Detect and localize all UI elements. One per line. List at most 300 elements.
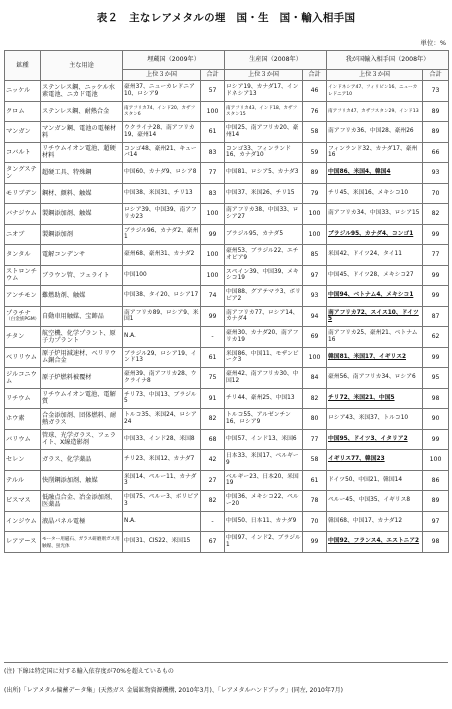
production-countries-text: 南アフリカ38、中国33、ロシア27	[226, 207, 299, 220]
production-total-cell	[303, 245, 327, 266]
element-text: タングステン	[6, 165, 37, 180]
reserve-countries-text: ウクライナ28、南アフリカ19、豪州14	[124, 125, 195, 138]
use-text: ブラウン管、フェライト	[42, 271, 110, 279]
reserve-total-text: 99	[208, 230, 217, 238]
use-text: リチウムイオン電池、電解質	[42, 391, 116, 406]
use-cell	[41, 224, 123, 245]
production-countries-cell	[225, 142, 303, 163]
import-total-cell	[423, 122, 449, 143]
import-countries-text: ロシア43、米国37、トルコ10	[328, 415, 409, 422]
production-countries-cell	[225, 429, 303, 450]
use-text: マンガン鋼、電池の電極材料	[42, 124, 117, 139]
production-total-text: 100	[308, 230, 321, 238]
import-total-cell	[423, 265, 449, 286]
reserve-total-text: 82	[208, 497, 217, 505]
reserve-total-cell	[201, 142, 225, 163]
import-total-cell	[423, 101, 449, 122]
production-countries-cell	[225, 532, 303, 553]
import-total-cell	[423, 327, 449, 348]
reserve-total-cell	[201, 511, 225, 532]
import-total-text: 99	[431, 292, 440, 300]
production-countries-text: 中国50、日本11、カナダ9	[226, 517, 297, 524]
use-text: 原子炉用減速材、ベリリウム銅合金	[42, 350, 117, 365]
import-total-text: 98	[431, 394, 440, 402]
import-countries-text: 南アフリカ34、中国33、ロシア15	[328, 210, 420, 217]
reserve-countries-cell	[123, 388, 201, 409]
reserve-countries-cell	[123, 429, 201, 450]
import-total-text: 66	[431, 148, 440, 156]
reserve-total-text: 100	[206, 210, 219, 218]
import-total-cell	[423, 450, 449, 471]
import-total-text: 93	[431, 169, 440, 177]
import-countries-cell	[327, 224, 423, 245]
element-cell	[5, 347, 41, 368]
use-cell	[41, 265, 123, 286]
import-countries-cell	[327, 101, 423, 122]
use-cell	[41, 327, 123, 348]
production-countries-text: ベルギー23、日本20、米国19	[226, 473, 299, 487]
production-countries-cell	[225, 327, 303, 348]
reserve-total-text: 61	[208, 353, 217, 361]
element-note: （白金族PGM）	[6, 317, 40, 323]
element-text: セレン	[6, 456, 25, 464]
reserve-countries-text: トルコ35、米国24、ロシア24	[124, 412, 197, 425]
production-total-text: 58	[310, 128, 319, 136]
use-text: ステンレス鋼、ニッケル水素電池、ニカド電池	[42, 83, 115, 98]
production-total-cell	[303, 101, 327, 122]
import-countries-cell	[327, 470, 423, 491]
production-countries-cell	[225, 204, 303, 225]
import-countries-cell	[327, 245, 423, 266]
reserve-total-cell	[201, 245, 225, 266]
element-text: ニッケル	[6, 87, 31, 95]
element-text: ニオブ	[6, 230, 25, 238]
production-total-cell	[303, 163, 327, 184]
element-cell	[5, 265, 41, 286]
reserve-countries-text: 中国75、ペルー3、ボリビア3	[124, 494, 199, 507]
production-total-text: 69	[310, 333, 319, 341]
production-countries-cell	[225, 81, 303, 102]
reserve-total-cell	[201, 368, 225, 389]
use-text: 電解コンデンサ	[42, 251, 86, 259]
header-use: 主な用途	[41, 51, 123, 81]
use-text: 難燃助剤、触媒	[42, 292, 86, 300]
production-total-cell	[303, 183, 327, 204]
element-cell	[5, 532, 41, 553]
import-countries-text: 中国92、フランス4、エストニア2	[328, 538, 420, 545]
production-total-cell	[303, 429, 327, 450]
reserve-total-cell	[201, 101, 225, 122]
reserve-countries-text: チリ73、中国13、ブラジル5	[124, 391, 197, 405]
reserve-countries-text: 中国100	[124, 271, 147, 278]
import-total-text: 99	[431, 271, 440, 279]
import-countries-cell	[327, 388, 423, 409]
header-top3: 上位３か国	[225, 70, 303, 81]
use-cell	[41, 368, 123, 389]
import-countries-text: 南アフリカ47、カザフスタン29、インド13	[328, 108, 419, 114]
use-cell	[41, 81, 123, 102]
use-text: 液晶パネル電極	[42, 517, 86, 525]
production-countries-cell	[225, 245, 303, 266]
element-text: レアアース	[6, 538, 37, 546]
production-countries-cell	[225, 450, 303, 471]
table-row	[5, 286, 449, 307]
table-row	[5, 429, 449, 450]
import-total-text: 99	[431, 435, 440, 443]
notes-divider	[4, 662, 448, 663]
reserve-total-text: 74	[208, 292, 217, 300]
reserve-total-cell	[201, 327, 225, 348]
production-countries-text: 中国57、インド13、米国6	[226, 435, 297, 442]
production-countries-cell	[225, 306, 303, 327]
header-production: 生産国（2008年）	[225, 51, 327, 70]
production-countries-cell	[225, 347, 303, 368]
element-text: タンタル	[6, 251, 31, 259]
reserve-countries-cell	[123, 306, 201, 327]
reserve-total-cell	[201, 532, 225, 553]
header-total: 合計	[201, 70, 225, 81]
production-total-text: 85	[310, 251, 319, 259]
use-text: 航空機、化学プラント、原子力プラント	[42, 329, 116, 344]
reserve-total-text: 100	[206, 251, 219, 259]
reserve-total-text: 91	[208, 394, 217, 402]
header-top3: 上位３か国	[123, 70, 201, 81]
reserve-total-text: 83	[208, 148, 217, 156]
reserve-countries-text: N.A.	[124, 517, 136, 524]
use-cell	[41, 450, 123, 471]
reserve-total-cell	[201, 388, 225, 409]
import-countries-text: 韓国68、中国17、カナダ12	[328, 517, 403, 524]
production-total-cell	[303, 81, 327, 102]
reserve-countries-cell	[123, 163, 201, 184]
reserve-total-cell	[201, 429, 225, 450]
header-total: 合計	[303, 70, 327, 81]
import-countries-text: 中国86、米国4、韓国4	[328, 169, 391, 176]
production-countries-text: 中国36、メキシコ22、ペルー20	[226, 494, 299, 507]
production-total-text: 61	[310, 476, 319, 484]
element-text: プラチナ	[6, 310, 31, 318]
import-total-text: 98	[431, 538, 440, 546]
import-total-cell	[423, 347, 449, 368]
table-row	[5, 368, 449, 389]
reserve-total-cell	[201, 163, 225, 184]
use-cell	[41, 183, 123, 204]
element-text: インジウム	[6, 517, 37, 525]
element-text: リチウム	[6, 394, 31, 402]
import-total-text: 73	[431, 87, 440, 95]
element-text: テルル	[6, 476, 25, 484]
production-countries-text: コンゴ33、フィンランド16、カナダ10	[226, 145, 291, 159]
use-cell	[41, 101, 123, 122]
import-total-cell	[423, 183, 449, 204]
element-cell	[5, 470, 41, 491]
reserve-total-text: -	[211, 333, 214, 341]
use-text: 原子炉燃料被覆材	[42, 374, 92, 382]
element-text: マンガン	[6, 128, 31, 136]
production-total-text: 93	[310, 292, 319, 300]
import-total-cell	[423, 511, 449, 532]
reserve-countries-cell	[123, 204, 201, 225]
production-total-text: 58	[310, 456, 319, 464]
header-total: 合計	[423, 70, 449, 81]
use-text: 快削鋼添加剤、触媒	[42, 476, 98, 484]
reserve-countries-cell	[123, 491, 201, 512]
import-total-text: 77	[431, 251, 440, 259]
import-total-cell	[423, 81, 449, 102]
production-countries-cell	[225, 491, 303, 512]
element-cell	[5, 81, 41, 102]
import-countries-text: 豪州56、南アフリカ34、ロシア6	[328, 374, 416, 381]
element-cell	[5, 142, 41, 163]
reserve-total-text: 68	[208, 435, 217, 443]
production-total-text: 99	[310, 538, 319, 546]
element-text: コバルト	[6, 148, 31, 156]
production-countries-text: 中国97、インド2、ブラジル1	[226, 535, 301, 548]
reserve-total-cell	[201, 347, 225, 368]
use-text: リチウムイオン電池、超硬材料	[42, 145, 116, 160]
table-row	[5, 306, 449, 327]
reserve-total-text: 57	[208, 87, 217, 95]
reserve-total-text: 77	[208, 169, 217, 177]
import-countries-cell	[327, 511, 423, 532]
import-total-text: 62	[431, 333, 440, 341]
import-total-cell	[423, 409, 449, 430]
table-row	[5, 450, 449, 471]
production-countries-text: 中国88、グアテマラ3、ボリビア2	[226, 289, 301, 302]
reserve-countries-cell	[123, 347, 201, 368]
import-countries-cell	[327, 327, 423, 348]
reserve-countries-cell	[123, 327, 201, 348]
production-total-text: 100	[308, 353, 321, 361]
reserve-total-text: 82	[208, 415, 217, 423]
production-countries-cell	[225, 388, 303, 409]
table-row	[5, 532, 449, 553]
table-row	[5, 163, 449, 184]
element-cell	[5, 327, 41, 348]
element-cell	[5, 450, 41, 471]
reserve-total-cell	[201, 183, 225, 204]
import-total-cell	[423, 245, 449, 266]
production-total-cell	[303, 409, 327, 430]
production-countries-cell	[225, 511, 303, 532]
reserve-total-text: 75	[208, 374, 217, 382]
production-total-cell	[303, 388, 327, 409]
production-total-text: 46	[310, 87, 319, 95]
production-total-cell	[303, 491, 327, 512]
import-total-text: 70	[431, 189, 440, 197]
import-total-cell	[423, 204, 449, 225]
element-cell	[5, 245, 41, 266]
production-total-cell	[303, 286, 327, 307]
table-row	[5, 245, 449, 266]
import-total-cell	[423, 368, 449, 389]
import-countries-cell	[327, 81, 423, 102]
production-countries-cell	[225, 265, 303, 286]
production-countries-text: 南アフリカ77、ロシア14、カナダ4	[226, 309, 299, 323]
production-countries-cell	[225, 224, 303, 245]
reserve-countries-text: N.A.	[124, 333, 136, 340]
reserve-total-text: -	[211, 517, 214, 525]
production-countries-text: ブラジル95、カナダ5	[226, 230, 284, 237]
element-cell	[5, 306, 41, 327]
reserve-total-cell	[201, 224, 225, 245]
element-text: アンチモン	[6, 292, 37, 300]
production-total-cell	[303, 122, 327, 143]
use-cell	[41, 511, 123, 532]
reserve-countries-cell	[123, 101, 201, 122]
reserve-countries-cell	[123, 224, 201, 245]
reserve-countries-cell	[123, 122, 201, 143]
import-countries-cell	[327, 491, 423, 512]
production-total-text: 80	[310, 415, 319, 423]
import-countries-text: 中国45、ドイツ28、メキシコ27	[328, 271, 414, 278]
element-cell	[5, 388, 41, 409]
element-cell	[5, 511, 41, 532]
production-total-cell	[303, 265, 327, 286]
production-countries-text: 中国81、ロシア5、カナダ3	[226, 169, 299, 176]
reserve-total-text: 42	[208, 456, 217, 464]
use-cell	[41, 388, 123, 409]
import-countries-text: チリ45、米国16、メキシコ10	[328, 189, 409, 196]
element-text: クロム	[6, 107, 25, 115]
reserve-total-cell	[201, 491, 225, 512]
reserve-countries-text: 豪州37、ニューカレドニア10、ロシア9	[124, 84, 195, 97]
reserve-total-cell	[201, 306, 225, 327]
reserve-countries-text: 中国60、カナダ9、ロシア8	[124, 169, 197, 176]
element-text: チタン	[6, 333, 25, 341]
production-countries-text: チリ44、豪州25、中国13	[226, 394, 295, 401]
reserve-total-text: 27	[208, 476, 217, 484]
import-total-cell	[423, 532, 449, 553]
use-cell	[41, 470, 123, 491]
import-total-text: 99	[431, 230, 440, 238]
reserve-total-text: 61	[208, 128, 217, 136]
production-total-cell	[303, 368, 327, 389]
table-row	[5, 224, 449, 245]
element-cell	[5, 286, 41, 307]
import-countries-text: イギリス77、韓国23	[328, 456, 385, 463]
reserve-total-cell	[201, 204, 225, 225]
import-total-text: 89	[431, 107, 440, 115]
import-countries-text: 南アフリカ36、中国28、豪州26	[328, 128, 414, 135]
import-countries-text: チリ72、米国21、中国5	[328, 394, 395, 401]
use-text: ステンレス鋼、耐熱合金	[42, 107, 110, 115]
production-countries-text: 中国25、南アフリカ20、豪州14	[226, 125, 299, 138]
import-total-cell	[423, 286, 449, 307]
reserve-countries-cell	[123, 81, 201, 102]
import-countries-cell	[327, 347, 423, 368]
import-countries-cell	[327, 183, 423, 204]
import-total-text: 82	[431, 210, 440, 218]
import-total-text: 87	[431, 312, 440, 320]
import-countries-cell	[327, 286, 423, 307]
reserve-countries-text: 豪州39、南アフリカ28、ウクライナ8	[124, 371, 197, 384]
reserve-total-text: 100	[206, 107, 219, 115]
reserve-countries-text: ブラジル29、ロシア19、インド13	[124, 350, 197, 364]
reserve-total-cell	[201, 286, 225, 307]
production-total-text: 84	[310, 374, 319, 382]
production-countries-text: 中国37、米国26、チリ15	[226, 189, 295, 196]
unit-label: 単位：%	[420, 39, 446, 47]
production-countries-text: 南アフリカ43、インド18、カザフスタン15	[226, 105, 298, 118]
use-cell	[41, 163, 123, 184]
production-countries-text: 豪州42、南アフリカ30、中国12	[226, 371, 299, 384]
element-cell	[5, 368, 41, 389]
reserve-total-cell	[201, 81, 225, 102]
table-row	[5, 470, 449, 491]
table-row	[5, 142, 449, 163]
production-countries-text: ロシア19、カナダ17、インドネシア13	[226, 84, 299, 97]
reserve-countries-cell	[123, 450, 201, 471]
reserve-countries-cell	[123, 286, 201, 307]
use-text: 鋼材、顔料、触媒	[42, 189, 92, 197]
table-row	[5, 388, 449, 409]
use-text: ガラス、化学薬品	[42, 456, 92, 464]
import-countries-text: インドネシア47、フィリピン16、ニューカレドニア10	[328, 85, 418, 97]
use-cell	[41, 491, 123, 512]
reserve-countries-cell	[123, 142, 201, 163]
production-total-cell	[303, 450, 327, 471]
import-countries-cell	[327, 429, 423, 450]
reserve-countries-cell	[123, 245, 201, 266]
use-cell	[41, 409, 123, 430]
table-row	[5, 183, 449, 204]
production-countries-cell	[225, 183, 303, 204]
import-countries-text: フィンランド32、カナダ17、豪州16	[328, 145, 418, 159]
element-cell	[5, 224, 41, 245]
reserve-countries-text: 南アフリカ89、ロシア9、米国1	[124, 309, 199, 323]
table-row	[5, 101, 449, 122]
use-cell	[41, 347, 123, 368]
import-countries-cell	[327, 204, 423, 225]
import-countries-text: 南アフリカ72、スイス10、ドイツ5	[328, 309, 419, 323]
source-text: (出所)「レアメタル偏蓄データ集」(天然ガス 金属鉱物資源機構, 2010年3月)、「レアメタルハンドブック」(同左, 2010年7月)	[4, 687, 344, 695]
import-countries-cell	[327, 163, 423, 184]
production-total-cell	[303, 532, 327, 553]
import-countries-text: 中国94、ベトナム4、メキシコ1	[328, 292, 414, 299]
import-countries-cell	[327, 122, 423, 143]
import-total-text: 90	[431, 415, 440, 423]
reserve-countries-text: チリ23、米国12、カナダ7	[124, 456, 195, 463]
use-text: 製鋼添加剤、触媒	[42, 210, 92, 218]
import-countries-cell	[327, 450, 423, 471]
production-countries-text: 日本33、米国17、ベルギー9	[226, 453, 299, 466]
table-row	[5, 327, 449, 348]
production-total-text: 59	[310, 148, 319, 156]
reserve-countries-text: コンゴ48、豪州21、キューバ14	[124, 145, 197, 159]
element-text: ジルコニウム	[6, 370, 37, 385]
import-total-cell	[423, 142, 449, 163]
reserve-countries-text: 米国14、ペルー11、カナダ3	[124, 473, 197, 487]
header-element: 鉱種	[5, 51, 41, 81]
reserve-countries-cell	[123, 183, 201, 204]
reserve-countries-cell	[123, 265, 201, 286]
reserve-countries-cell	[123, 409, 201, 430]
import-total-cell	[423, 224, 449, 245]
element-cell	[5, 429, 41, 450]
import-total-text: 99	[431, 353, 440, 361]
production-total-cell	[303, 470, 327, 491]
element-cell	[5, 122, 41, 143]
production-total-cell	[303, 327, 327, 348]
use-text: 製鋼添加剤	[42, 230, 73, 238]
import-countries-cell	[327, 142, 423, 163]
table-row	[5, 511, 449, 532]
import-countries-text: 中国95、ドイツ3、イタリア2	[328, 435, 408, 442]
production-countries-cell	[225, 368, 303, 389]
production-countries-cell	[225, 163, 303, 184]
reserve-countries-text: ブラジル96、カナダ2、豪州1	[124, 227, 199, 241]
